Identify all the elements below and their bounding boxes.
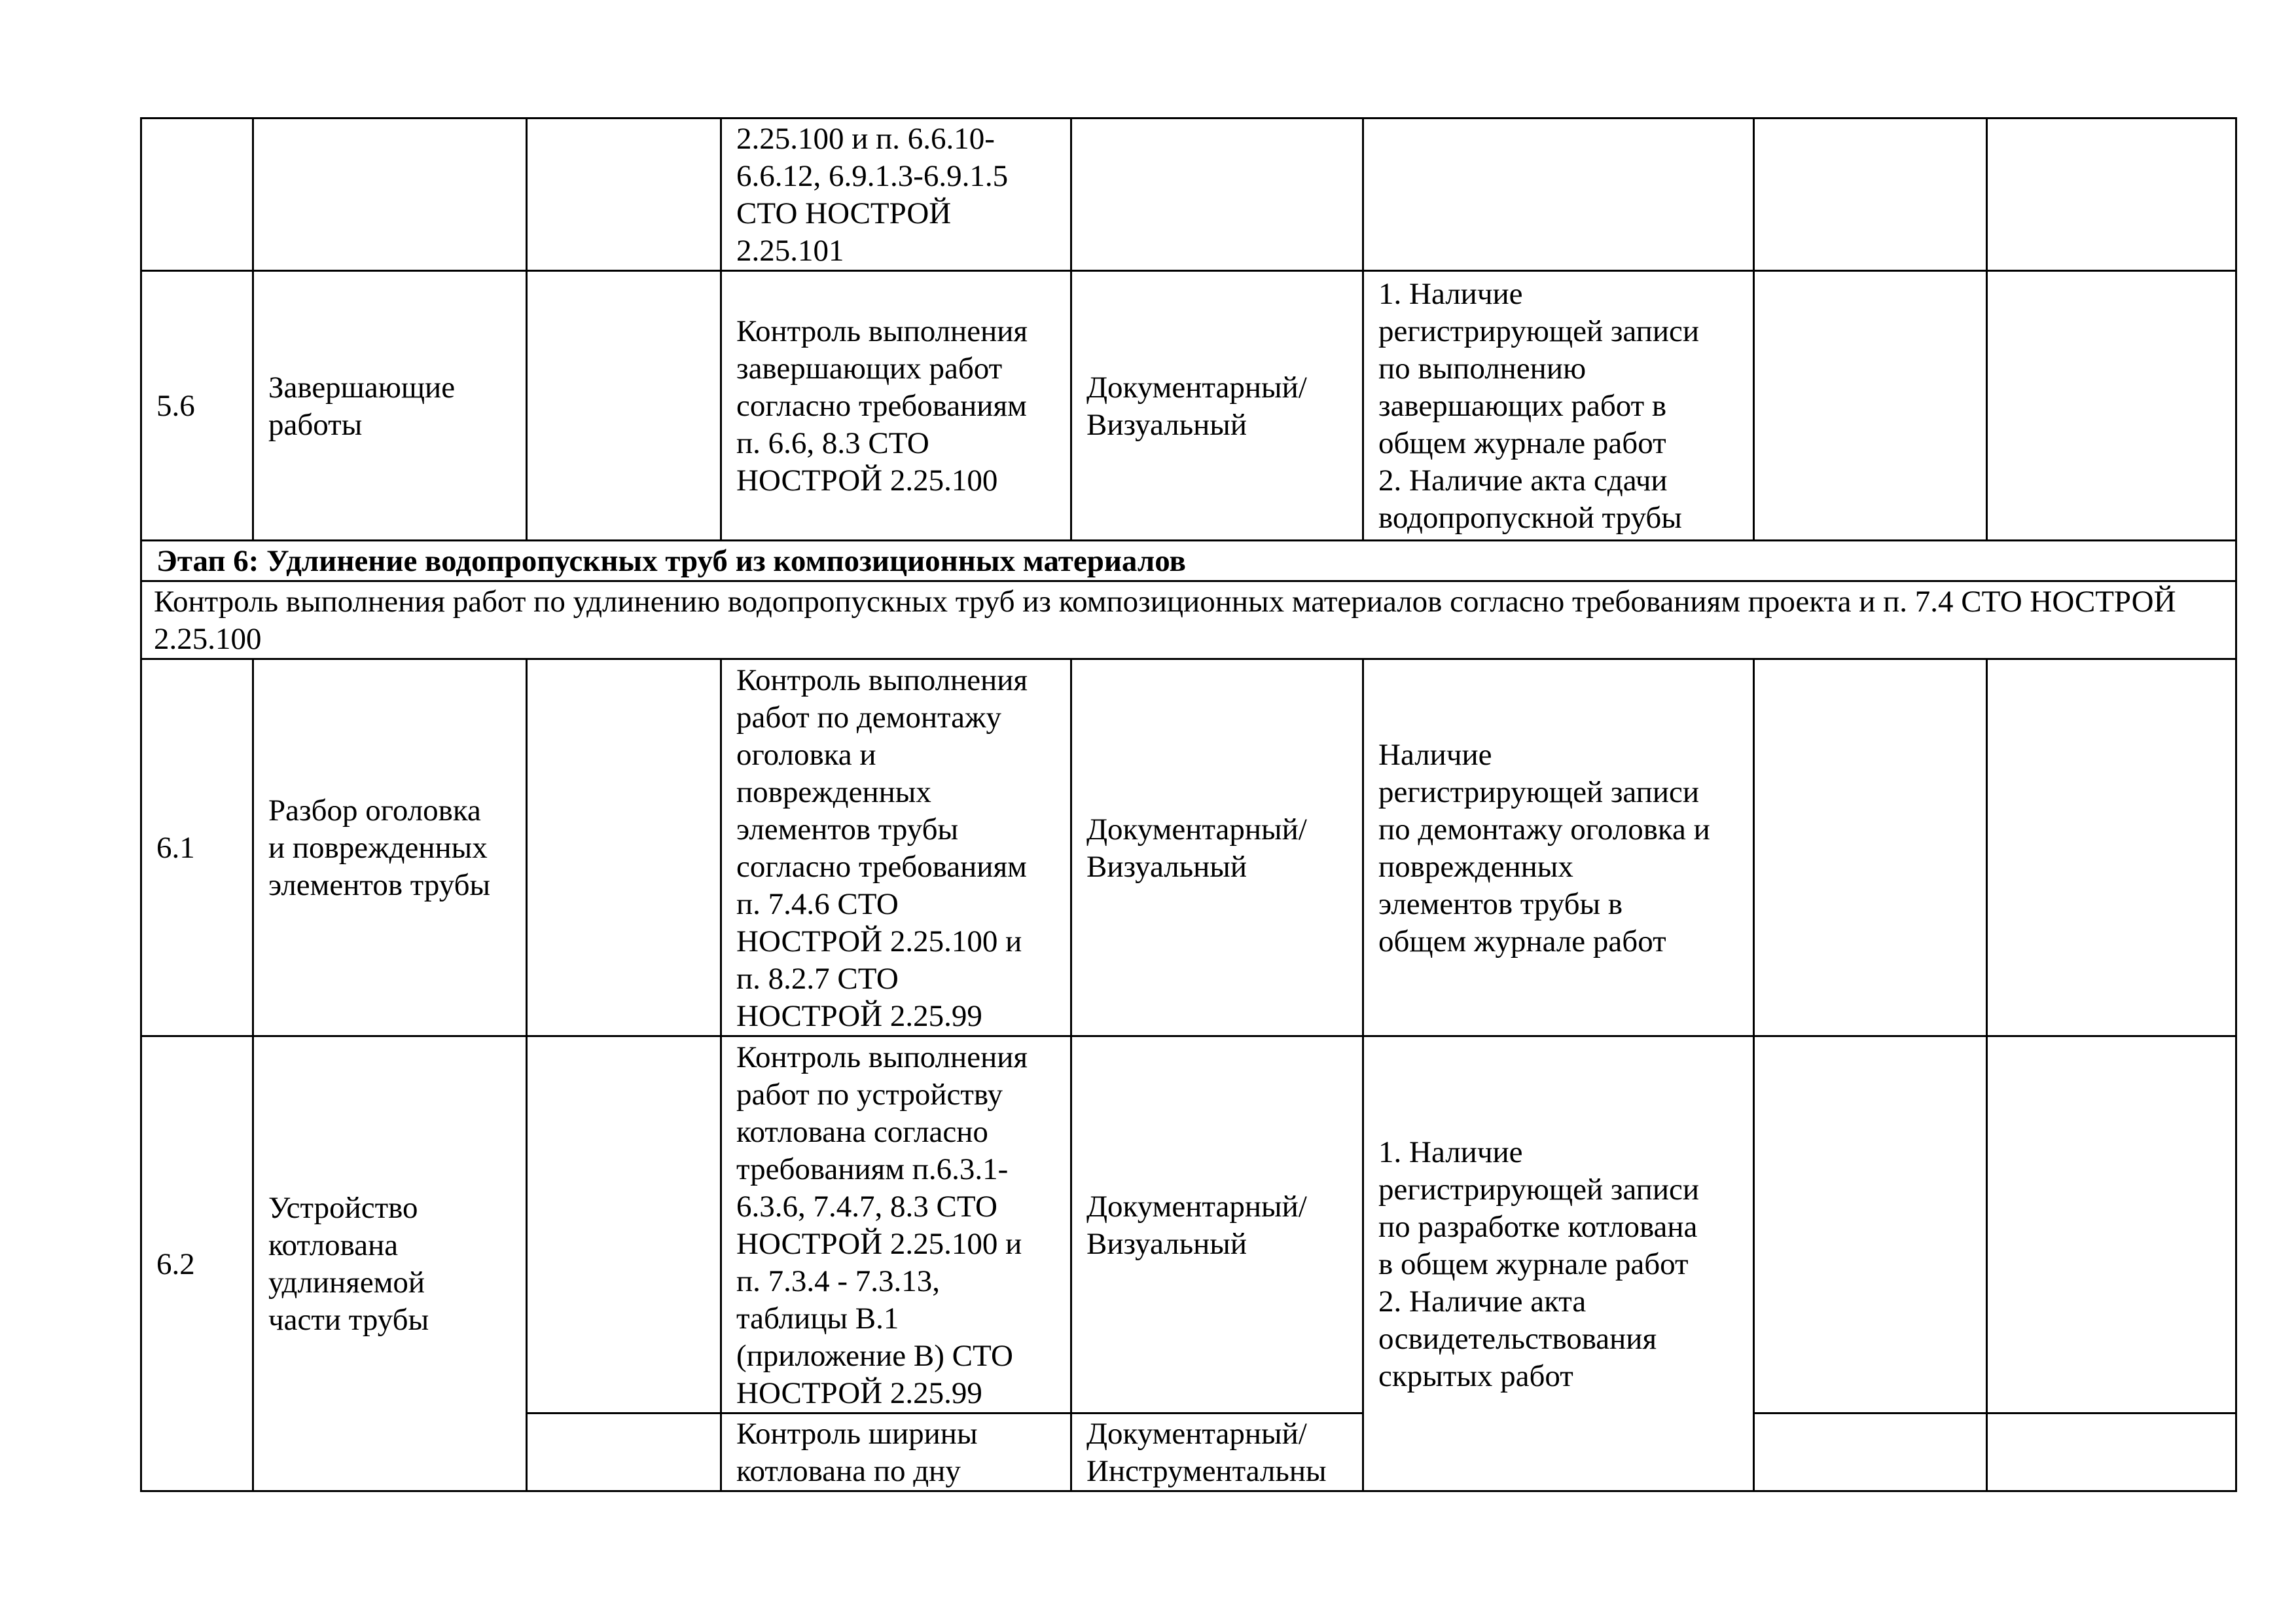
cell-requirement: Контроль ширины котлована по дну [721,1413,1071,1491]
cell-requirement: Контроль выполнения работ по демонтажу оголовка и поврежденных элементов трубы согласно требованиям п. 7.4.6 СТО НОСТРОЙ 2.25.100 и п. 8.2.7 СТО НОСТРОЙ 2.25.99 [721,659,1071,1036]
table-row [141,271,2236,541]
cell-empty [1987,1036,2236,1413]
cell-empty [1987,271,2236,541]
cell-name: Завершающие работы [253,271,527,541]
stage-title: Этап 6: Удлинение водопропускных труб из композиционных материалов [141,541,2236,581]
cell-empty [1754,1413,1987,1491]
cell-empty [1754,119,1987,271]
table-row [141,119,2236,271]
stage-heading-row [141,541,2236,581]
stage-description: Контроль выполнения работ по удлинению водопропускных труб из композиционных материалов согласно требованиям проекта и п. 7.4 СТО НОСТРОЙ 2.25.100 [141,581,2236,659]
cell-empty [1987,119,2236,271]
cell-requirement: Контроль выполнения завершающих работ согласно требованиям п. 6.6, 8.3 СТО НОСТРОЙ 2.25.100 [721,271,1071,541]
cell-num: 5.6 [141,271,253,541]
cell-requirement: 2.25.100 и п. 6.6.10- 6.6.12, 6.9.1.3-6.9.1.5 СТО НОСТРОЙ 2.25.101 [721,119,1071,271]
cell-empty [1754,1036,1987,1413]
cell-requirement: Контроль выполнения работ по устройству котлована согласно требованиям п.6.3.1- 6.3.6, 7.4.7, 8.3 СТО НОСТРОЙ 2.25.100 и п. 7.3.4 - 7.3.13, таблицы В.1 (приложение В) СТО НОСТРОЙ 2.25.99 [721,1036,1071,1413]
cell-empty [1754,271,1987,541]
table-row [141,659,2236,1036]
cell-empty [527,119,721,271]
cell-name: Устройство котлована удлиняемой части трубы [253,1036,527,1491]
cell-method: Документарный/ Визуальный [1071,271,1363,541]
cell-empty [1987,1413,2236,1491]
cell-method: Документарный/ Инструментальны [1071,1413,1363,1491]
cell-method: Документарный/ Визуальный [1071,1036,1363,1413]
cell-num: 6.1 [141,659,253,1036]
cell-empty [1754,659,1987,1036]
cell-empty [527,271,721,541]
cell-num [141,119,253,271]
stage-description-row [141,581,2236,659]
cell-empty [1987,659,2236,1036]
cell-result: 1. Наличие регистрирующей записи по разработке котлована в общем журнале работ 2. Наличие акта освидетельствования скрытых работ [1363,1036,1754,1491]
cell-result: 1. Наличие регистрирующей записи по выполнению завершающих работ в общем журнале работ 2. Наличие акта сдачи водопропускной трубы [1363,271,1754,541]
cell-method [1071,119,1363,271]
cell-method: Документарный/ Визуальный [1071,659,1363,1036]
cell-empty [527,659,721,1036]
cell-name: Разбор оголовка и поврежденных элементов трубы [253,659,527,1036]
cell-name [253,119,527,271]
table-row [141,1036,2236,1413]
cell-empty [527,1036,721,1413]
cell-empty [527,1413,721,1491]
cell-num: 6.2 [141,1036,253,1491]
cell-result [1363,119,1754,271]
cell-result: Наличие регистрирующей записи по демонтажу оголовка и поврежденных элементов трубы в общем журнале работ [1363,659,1754,1036]
inspection-table [140,117,2237,1492]
